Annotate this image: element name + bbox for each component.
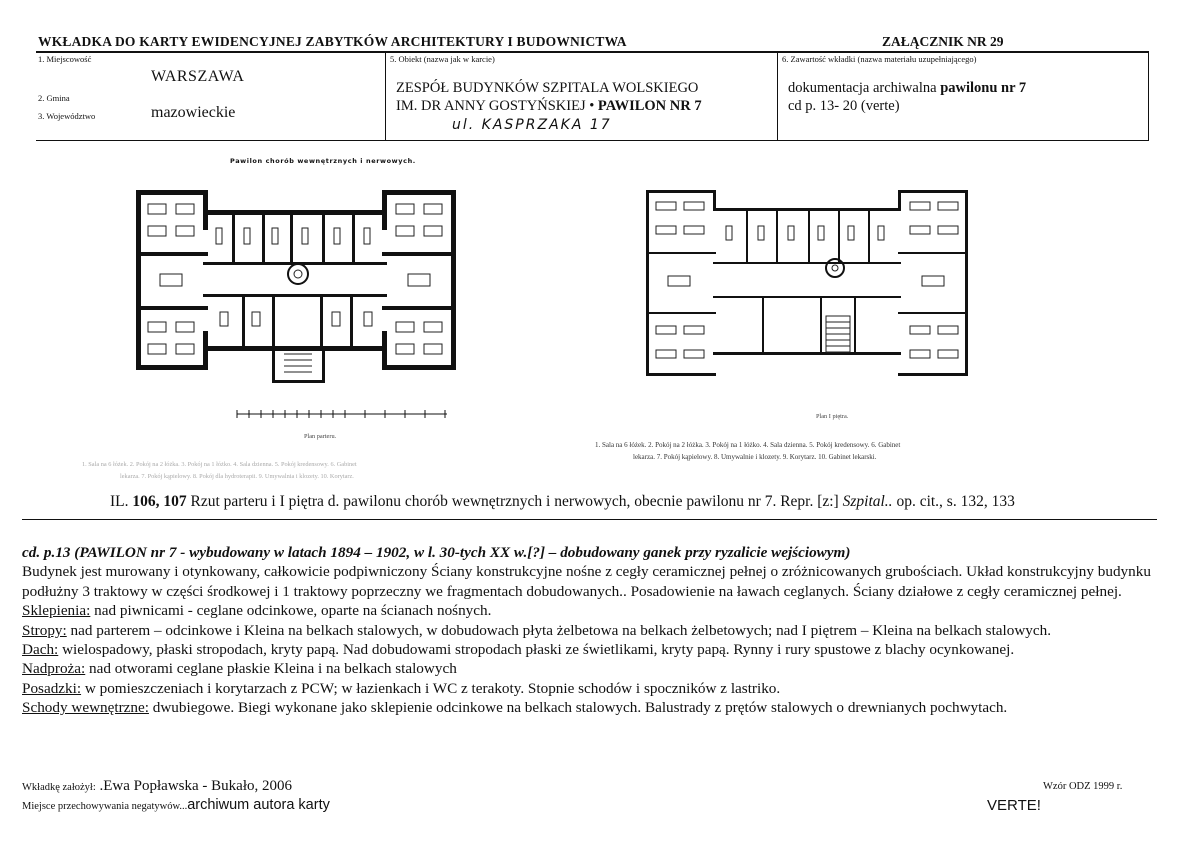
ground-floor-plan	[132, 186, 462, 396]
locality-value: WARSZAWA	[151, 68, 245, 85]
content-line2: cd p. 13- 20 (verte)	[788, 98, 900, 114]
ceilings-line	[22, 621, 1177, 640]
description-body	[22, 543, 1177, 718]
left-legend-line2: lekarza. 7. Pokój kąpielowy. 8. Pokój dla hydroterapii. 9. Umywalnia i klozety. 10. Korytarz.	[120, 473, 354, 480]
first-floor-walls	[646, 190, 968, 376]
ceilings-label: Stropy:	[22, 621, 67, 639]
figure-caption	[110, 493, 1015, 511]
caption-prefix: IL.	[110, 493, 129, 510]
author-value: .Ewa Popławska - Bukało, 2006	[99, 778, 292, 794]
caption-text: Rzut parteru i I piętra d. pawilonu chorób wewnętrznych i nerwowych, obecnie pawilonu nr 7. Repr. [z:]	[190, 493, 839, 510]
object-pavilion-number: PAWILON NR 7	[597, 98, 702, 114]
right-plan-label: Plan I piętra.	[816, 413, 849, 420]
storage-label: Miejsce przechowywania negatywów...	[22, 801, 188, 812]
voivodeship-label: 3. Województwo	[38, 111, 96, 121]
ceilings-text: nad parterem – odcinkowe i Kleina na belkach stalowych, w dobudowach płyta żelbetowa na belkach żelbetowych; nad I piętrem – Kleina na belkach stalowych.	[66, 621, 1052, 639]
header-rule-bottom	[36, 140, 1149, 141]
author-label: Wkładkę założył:	[22, 782, 96, 793]
first-floor-details	[656, 202, 958, 358]
first-floor-plan	[642, 186, 972, 386]
column-divider-2	[777, 52, 778, 140]
annex-number: ZAŁĄCZNIK NR 29	[882, 34, 1004, 49]
caption-source: Szpital..	[842, 493, 893, 510]
left-plan-label: Plan parteru.	[304, 433, 337, 440]
caption-rule	[22, 519, 1157, 520]
object-name-prefix: IM. DR ANNY GOSTYŃSKIEJ •	[396, 98, 595, 114]
vaults-text: nad piwnicami - ceglane odcinkowe, oparte na ścianach nośnych.	[90, 602, 492, 620]
content-prefix: dokumentacja archiwalna	[788, 80, 937, 96]
stairs-line	[22, 698, 1177, 717]
floors-text: w pomieszczeniach i korytarzach z PCW; w łazienkach i WC z terakoty. Stopnie schodów i spoczników z lastriko.	[81, 679, 781, 697]
locality-label: 1. Miejscowość	[38, 54, 92, 64]
floors-line	[22, 679, 1177, 698]
header-rule-top	[36, 51, 1149, 53]
storage-line	[22, 797, 330, 814]
lintels-line	[22, 659, 1177, 678]
caption-suffix: op. cit., s. 132, 133	[896, 493, 1015, 510]
handwritten-address: ul. KASPRZAKA 17	[452, 117, 612, 133]
commune-label: 2. Gmina	[38, 93, 70, 103]
document-title: WKŁADKA DO KARTY EWIDENCYJNEJ ZABYTKÓW ARCHITEKTURY I BUDOWNICTWA	[38, 34, 627, 49]
stairs-text: dwubiegowe. Biegi wykonane jako sklepienie odcinkowe na belkach stalowych. Balustrady z prętów stalowych o drewnianych pochwytach.	[148, 699, 1008, 717]
object-name-line1: ZESPÓŁ BUDYNKÓW SZPITALA WOLSKIEGO	[396, 80, 699, 96]
floors-label: Posadzki:	[22, 679, 82, 697]
object-name-line2	[396, 98, 702, 115]
vaults-label: Sklepienia:	[22, 602, 91, 620]
vaults-line	[22, 601, 1177, 620]
scale-bar	[235, 408, 450, 420]
right-legend-line1: 1. Sala na 6 łóżek. 2. Pokój na 2 łóżka. 3. Pokój na 1 łóżko. 4. Sala dzienna. 5. Pokój kredensowy. 6. Gabinet	[595, 441, 901, 449]
content-label: 6. Zawartość wkładki (nazwa materiału uzupełniającego)	[782, 54, 977, 64]
lintels-text: nad otworami ceglane płaskie Kleina i na belkach stalowych	[85, 660, 457, 678]
lintels-label: Nadproża:	[22, 660, 86, 678]
roof-label: Dach:	[22, 641, 59, 659]
column-divider-right	[1148, 52, 1149, 140]
left-plan-title: Pawilon chorób wewnętrznych i nerwowych.	[230, 157, 416, 165]
content-line1	[788, 80, 1026, 97]
roof-text: wielospadowy, płaski stropodach, kryty papą. Nad dobudowami stropodach płaski ze świetlikami, kryty papą. Rynny i rury spustowe z blachy ocynkowanej.	[58, 641, 1015, 659]
author-line	[22, 778, 292, 795]
verte-note: VERTE!	[987, 797, 1041, 814]
roof-line	[22, 640, 1177, 659]
description-para1: Budynek jest murowany i otynkowany, całkowicie podpiwniczony Ściany konstrukcyjne nośne z cegły ceramicznej pełnej o zróżnicowanych grubościach. Układ konstrukcyjny budynku podłużny 3 traktowy w części środkowej i 1 traktowy poprzeczny we fragmentach dobudowanych.. Posadowienie na ławach ceglanych. Ściany działowe z cegły ceramicznej pełnej.	[22, 563, 1151, 600]
content-pavilion: pawilonu nr 7	[940, 80, 1027, 96]
description-heading: cd. p.13 (PAWILON nr 7 - wybudowany w latach 1894 – 1902, w l. 30-tych XX w.[?] – dobudowany ganek przy ryzalicie wejściowym)	[22, 544, 851, 561]
object-label: 5. Obiekt (nazwa jak w karcie)	[390, 54, 495, 64]
right-legend-line2: lekarza. 7. Pokój kąpielowy. 8. Umywalnie i klozety. 9. Korytarz. 10. Gabinet lekarski.	[633, 453, 877, 461]
stairs-label: Schody wewnętrzne:	[22, 699, 149, 717]
left-legend-line1: 1. Sala na 6 łóżek. 2. Pokój na 2 łóżka. 3. Pokój na 1 łóżko. 4. Sala dzienna. 5. Pokój kredensowy. 6. Gabinet	[82, 461, 357, 468]
voivodeship-value: mazowieckie	[151, 104, 236, 121]
storage-value: archiwum autora karty	[187, 797, 330, 813]
template-version: Wzór ODZ 1999 r.	[1043, 781, 1123, 792]
column-divider-1	[385, 52, 386, 140]
caption-numbers: 106, 107	[132, 493, 187, 510]
